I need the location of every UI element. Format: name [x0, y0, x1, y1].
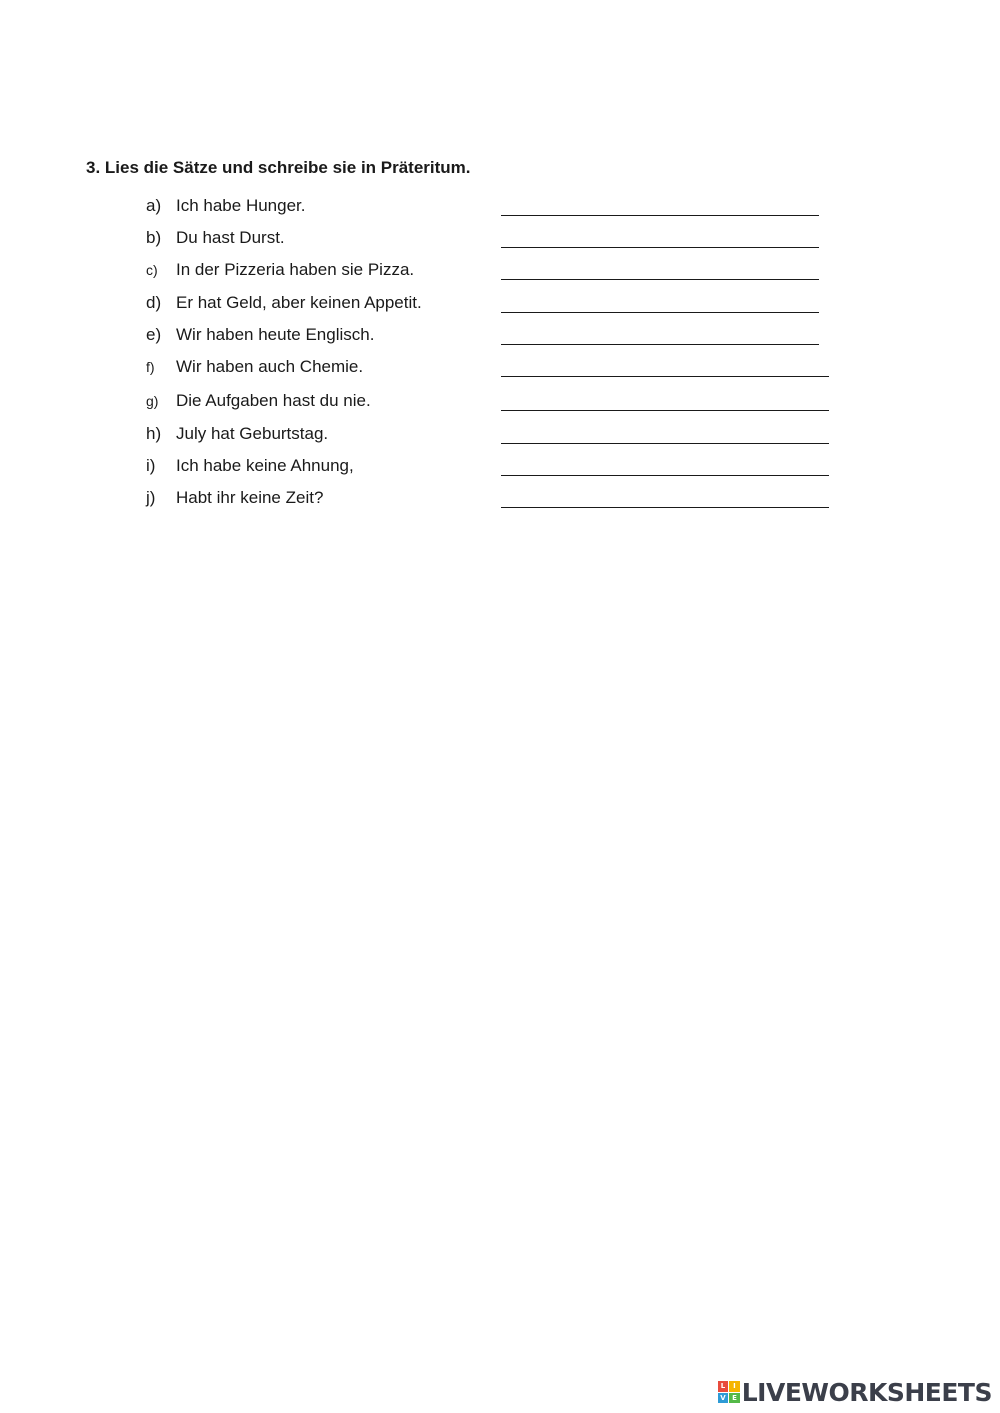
logo-square-i: I — [729, 1381, 740, 1392]
item-sentence: Ich habe keine Ahnung, — [176, 456, 354, 475]
logo-square-v: V — [718, 1393, 729, 1404]
logo-square-e: E — [729, 1393, 740, 1404]
item-letter: h) — [146, 424, 162, 443]
exercise-item-j — [0, 488, 1000, 512]
answer-field-h[interactable] — [501, 443, 829, 444]
logo-square-l: L — [718, 1381, 729, 1392]
exercise-item-h — [0, 424, 1000, 448]
answer-field-d[interactable] — [501, 312, 819, 313]
item-letter: e) — [146, 325, 162, 344]
exercise-item-c — [0, 260, 1000, 284]
exercise-item-a — [0, 196, 1000, 220]
item-sentence: Wir haben auch Chemie. — [176, 357, 364, 376]
liveworksheets-logo — [718, 1379, 992, 1405]
item-letter: i) — [146, 456, 156, 475]
item-letter: c) — [146, 262, 158, 278]
exercise-item-f — [0, 357, 1000, 381]
answer-field-e[interactable] — [501, 344, 819, 345]
exercise-item-d — [0, 293, 1000, 317]
exercise-title: 3. Lies die Sätze und schreibe sie in Präteritum. — [86, 158, 471, 177]
item-sentence: Wir haben heute Englisch. — [176, 325, 375, 344]
item-letter: d) — [146, 293, 162, 312]
item-letter: g) — [146, 393, 159, 409]
item-sentence: Er hat Geld, aber keinen Appetit. — [176, 293, 422, 312]
item-sentence: Ich habe Hunger. — [176, 196, 306, 215]
item-sentence: Habt ihr keine Zeit? — [176, 488, 324, 507]
exercise-item-i — [0, 456, 1000, 480]
exercise-item-e — [0, 325, 1000, 349]
exercise-item-b — [0, 228, 1000, 252]
item-sentence: July hat Geburtstag. — [176, 424, 329, 443]
answer-field-a[interactable] — [501, 215, 819, 216]
item-letter: a) — [146, 196, 162, 215]
item-letter: f) — [146, 359, 155, 375]
exercise-item-g — [0, 391, 1000, 415]
answer-field-b[interactable] — [501, 247, 819, 248]
answer-field-j[interactable] — [501, 507, 829, 508]
item-letter: b) — [146, 228, 162, 247]
liveworksheets-logo-icon — [718, 1381, 740, 1403]
answer-field-f[interactable] — [501, 376, 829, 377]
item-sentence: In der Pizzeria haben sie Pizza. — [176, 260, 415, 279]
item-sentence: Du hast Durst. — [176, 228, 285, 247]
answer-field-g[interactable] — [501, 410, 829, 411]
item-sentence: Die Aufgaben hast du nie. — [176, 391, 371, 410]
answer-field-c[interactable] — [501, 279, 819, 280]
logo-wordmark: LIVEWORKSHEETS — [741, 1377, 992, 1407]
item-letter: j) — [146, 488, 156, 507]
answer-field-i[interactable] — [501, 475, 829, 476]
